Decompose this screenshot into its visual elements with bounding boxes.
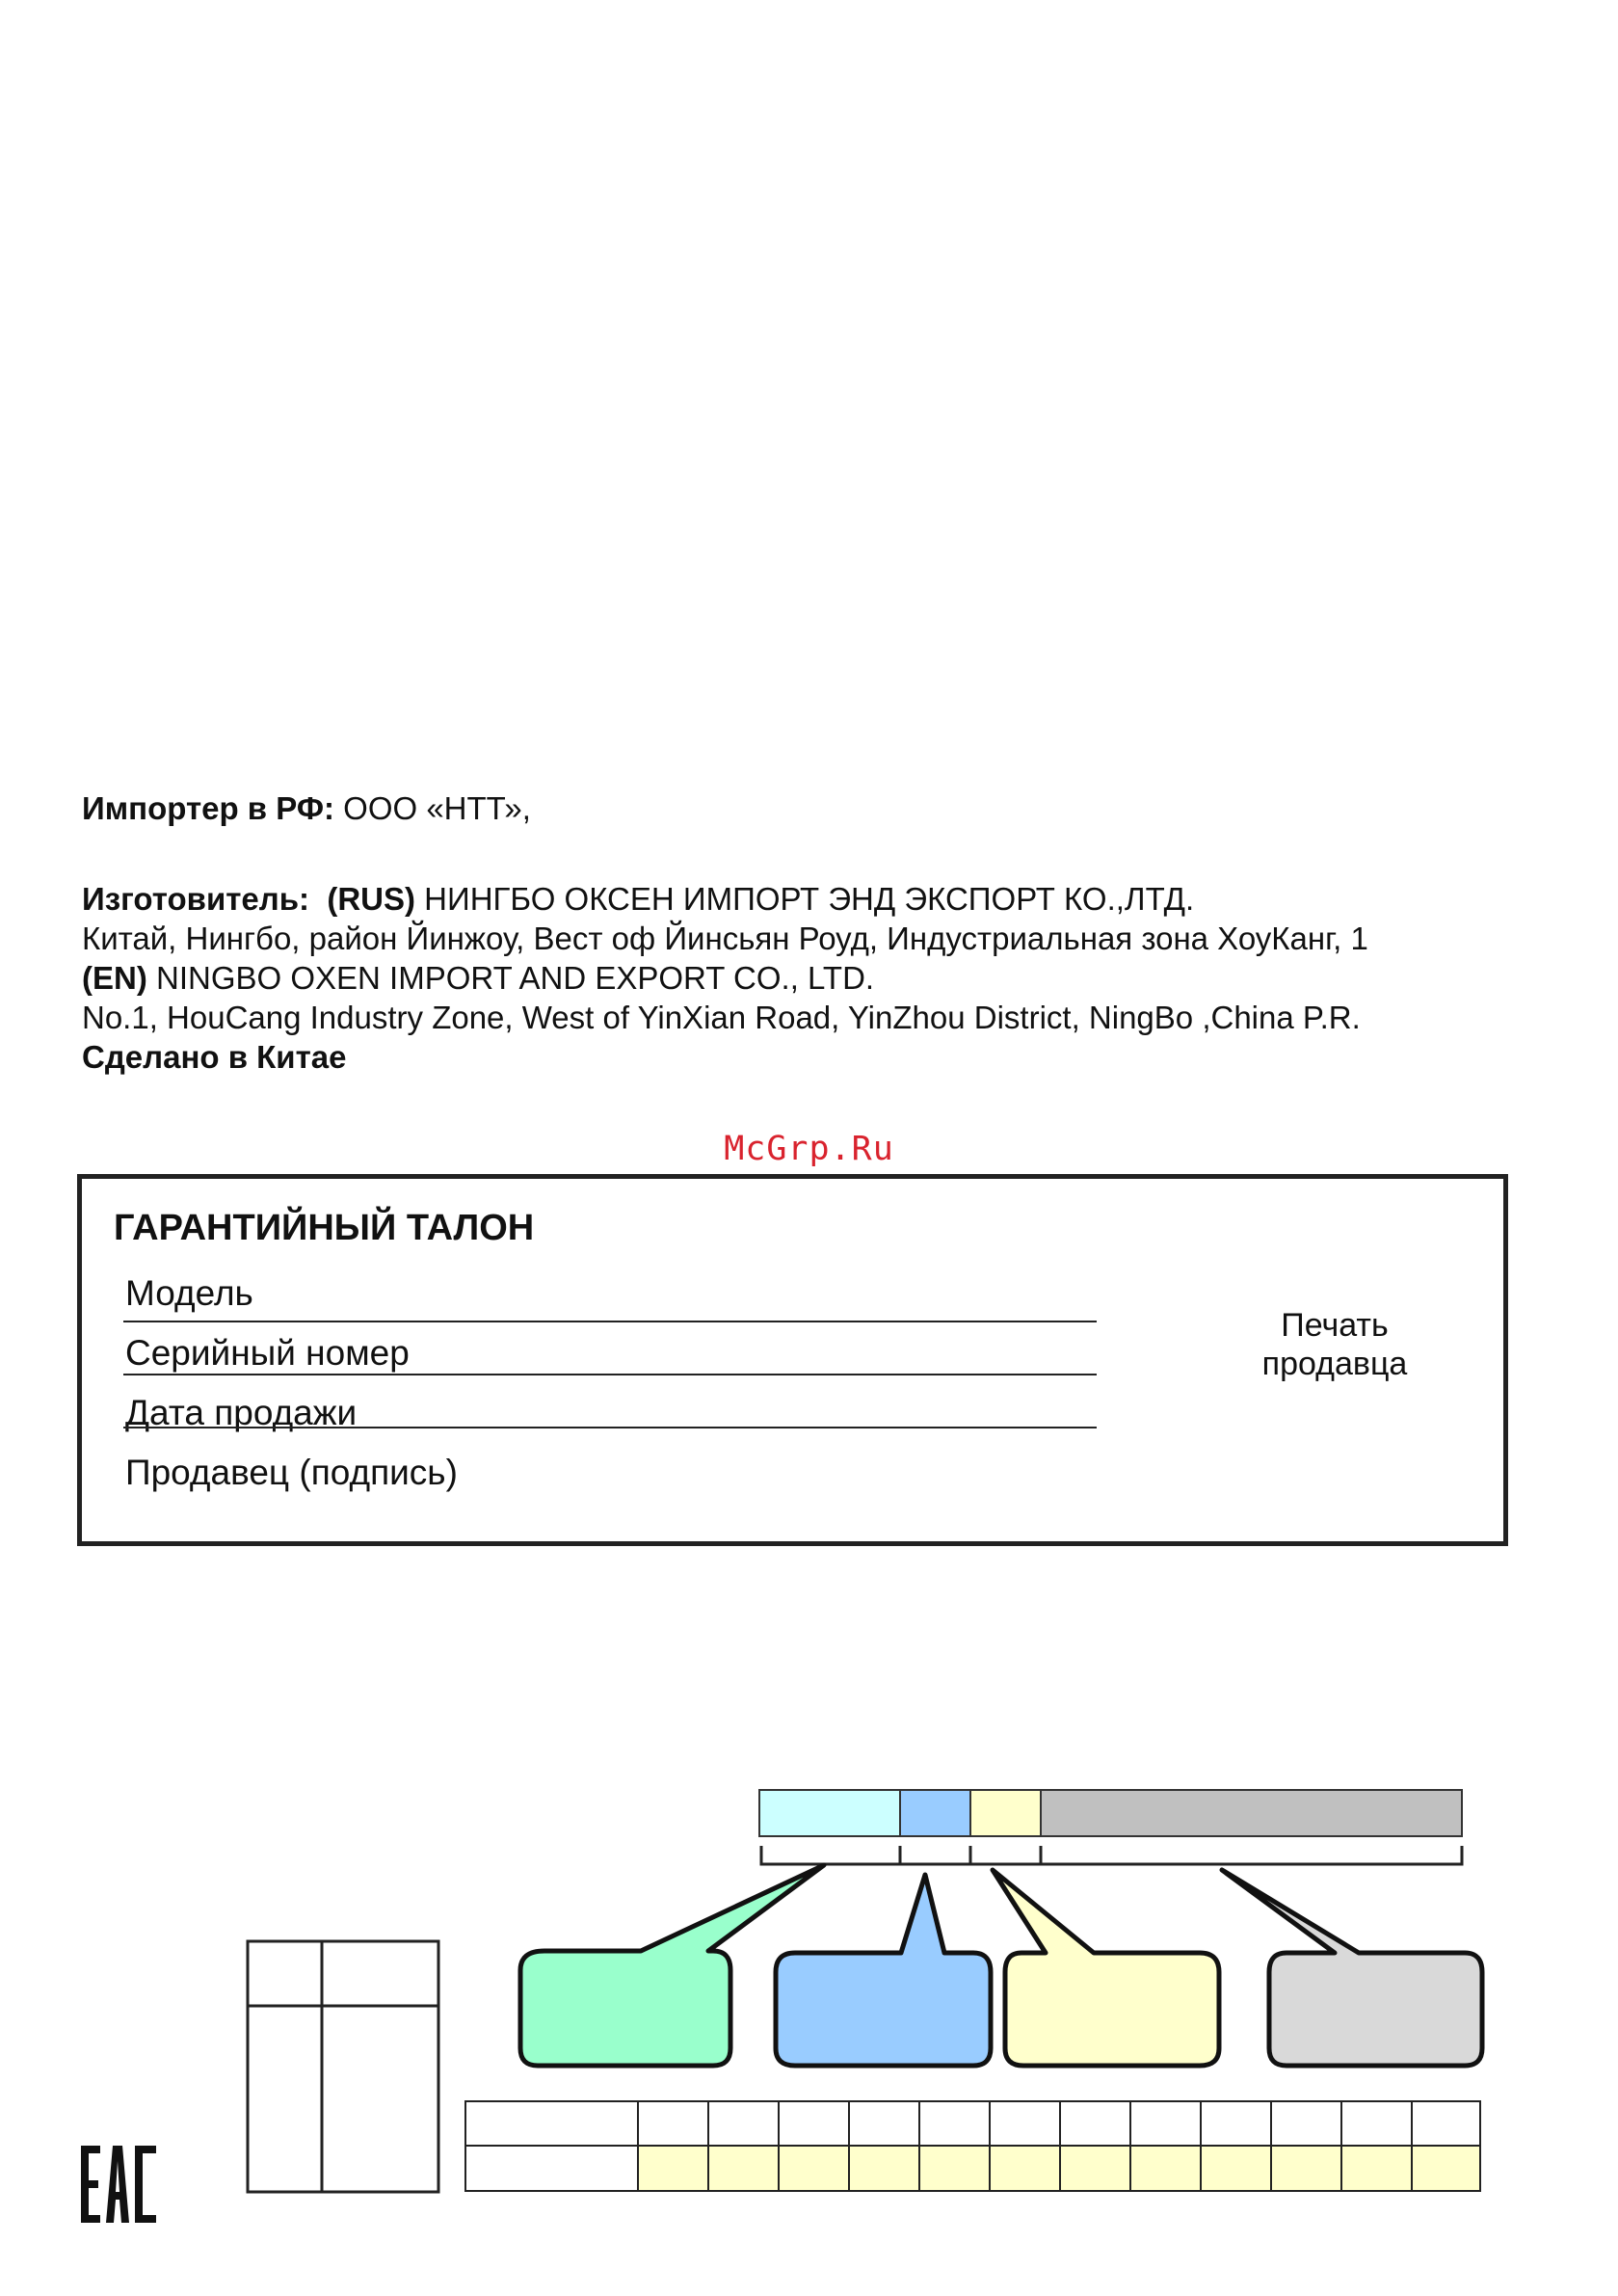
manufacturer-en-name: NINGBO OXEN IMPORT AND EXPORT CO., LTD. — [146, 960, 875, 996]
manufacturer-rus-line — [82, 879, 1194, 919]
model-line[interactable] — [123, 1321, 1097, 1322]
manufacturer-en-line — [82, 958, 874, 998]
watermark: McGrp.Ru — [724, 1130, 894, 1168]
serial-line[interactable] — [123, 1374, 1097, 1375]
importer-label: Импортер в РФ: — [82, 790, 334, 826]
code-segment-1 — [759, 1790, 900, 1836]
sale-date-line[interactable] — [123, 1427, 1097, 1428]
stamp-line-2: продавца — [1261, 1346, 1408, 1382]
made-in-line: Сделано в Китае — [82, 1039, 347, 1075]
code-segment-2 — [900, 1790, 970, 1836]
manufacturer-en-tag: (EN) — [82, 960, 147, 996]
sale-date-label: Дата продажи — [125, 1393, 358, 1432]
left-table — [248, 1941, 438, 2192]
eac-logo — [77, 2144, 164, 2225]
importer-value: ООО «НТТ», — [333, 790, 531, 826]
model-label: Модель — [125, 1273, 253, 1313]
manufacturer-rus-tag: (RUS) — [327, 881, 415, 917]
warranty-card — [77, 1174, 1508, 1546]
callout-bubble-3 — [993, 1870, 1219, 2066]
code-segment-4 — [1041, 1790, 1462, 1836]
stamp-line-1: Печать — [1281, 1307, 1389, 1344]
manufacturer-rus-address: Китай, Нингбо, район Йинжоу, Вест оф Йинсьян Роуд, Индустриальная зона ХоуКанг, 1 — [82, 921, 1368, 956]
serial-code-diagram — [0, 1783, 1618, 2217]
seller-label: Продавец (подпись) — [125, 1453, 458, 1492]
manufacturer-en-address: No.1, HouCang Industry Zone, West of YinXian Road, YinZhou District, NingBo ,China P.R. — [82, 1000, 1361, 1035]
manufacturer-label: Изготовитель: — [82, 881, 309, 917]
callout-bubble-4 — [1222, 1870, 1482, 2066]
serial-label: Серийный номер — [125, 1333, 410, 1373]
warranty-title: ГАРАНТИЙНЫЙ ТАЛОН — [114, 1208, 535, 1248]
code-segment-3 — [970, 1790, 1041, 1836]
segment-brackets — [761, 1846, 1462, 1864]
importer-line — [82, 788, 531, 828]
code-grid — [465, 2101, 1480, 2191]
callout-bubble-2 — [776, 1875, 991, 2066]
manufacturer-rus-name: НИНГБО ОКСЕН ИМПОРТ ЭНД ЭКСПОРТ КО.,ЛТД. — [414, 881, 1195, 917]
seller-stamp — [1190, 1306, 1479, 1383]
